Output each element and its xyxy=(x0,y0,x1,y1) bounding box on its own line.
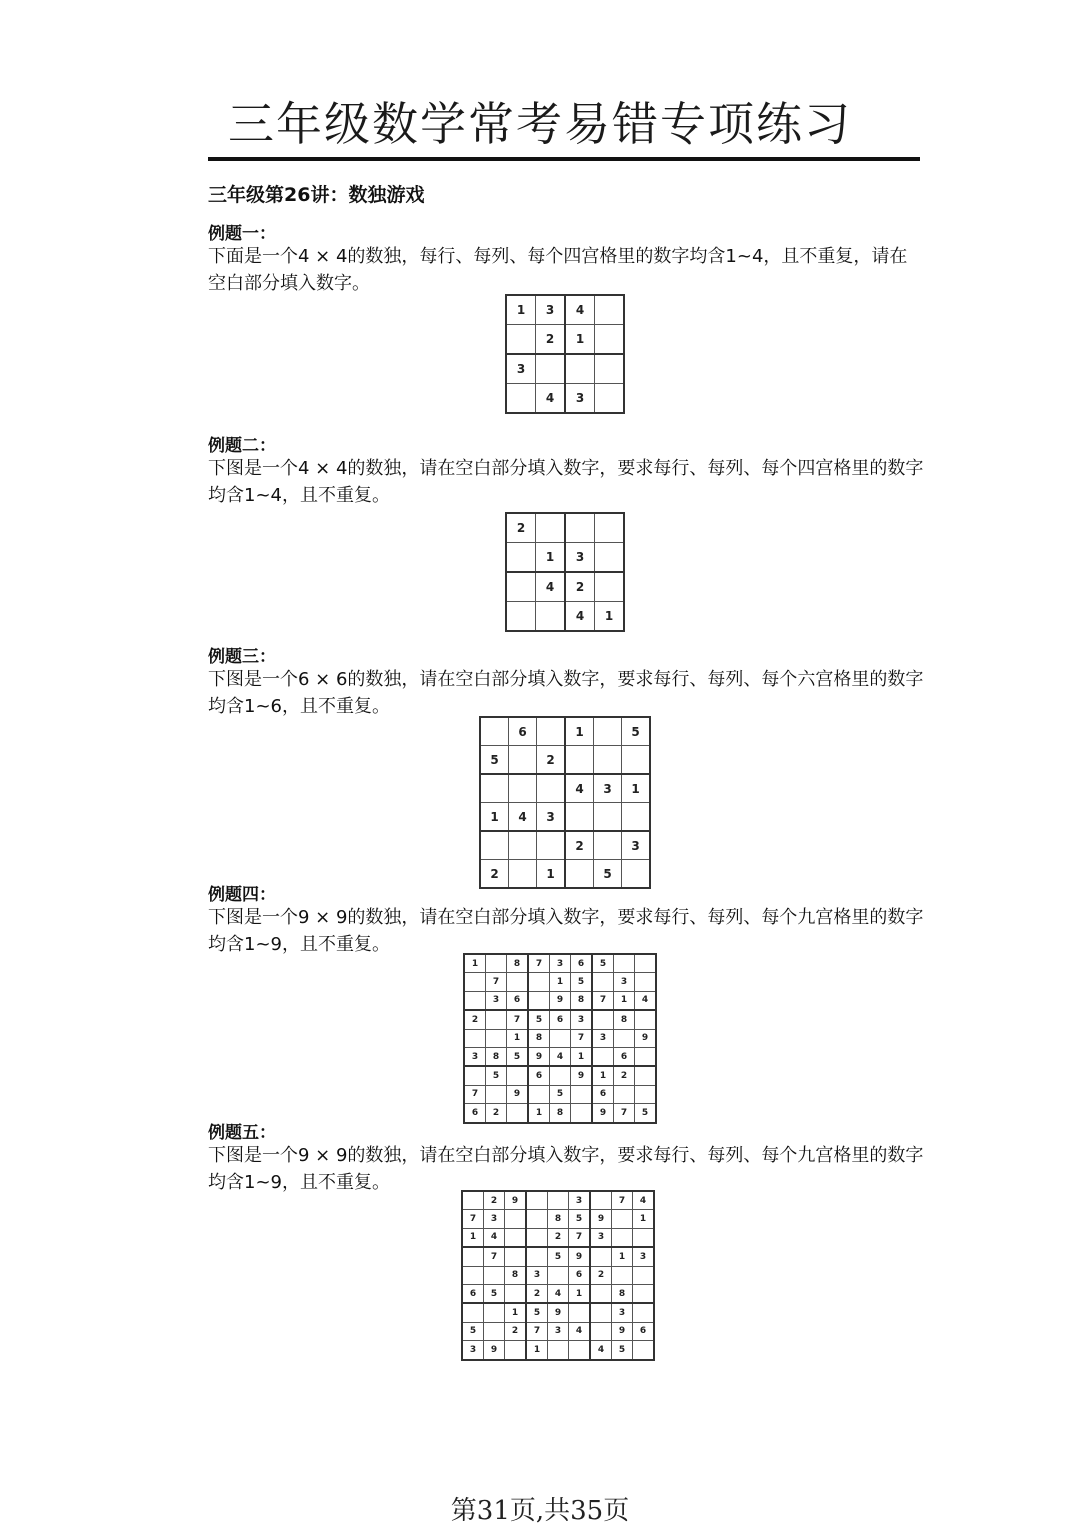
sudoku-cell xyxy=(571,1104,593,1123)
sudoku-cell: 1 xyxy=(612,1247,633,1266)
sudoku-cell: 8 xyxy=(550,1104,571,1123)
sudoku-cell xyxy=(612,1210,633,1228)
sudoku-cell: 7 xyxy=(462,1210,484,1228)
sudoku-cell: 5 xyxy=(484,1284,505,1303)
sudoku-cell: 2 xyxy=(537,746,566,775)
sudoku-cell: 9 xyxy=(550,991,571,1010)
sudoku-cell: 2 xyxy=(590,1266,612,1284)
sudoku-cell: 5 xyxy=(594,860,622,889)
sudoku-cell xyxy=(536,602,566,632)
sudoku-cell: 6 xyxy=(462,1284,484,1303)
sudoku-cell xyxy=(528,991,550,1010)
sudoku-cell xyxy=(592,1010,614,1029)
sudoku-cell: 9 xyxy=(528,1047,550,1066)
sudoku-cell xyxy=(462,1247,484,1266)
sudoku-row xyxy=(480,746,650,775)
sudoku-row xyxy=(464,1104,656,1123)
sudoku-cell xyxy=(633,1266,655,1284)
sudoku-cell xyxy=(480,774,509,803)
sudoku-row xyxy=(480,831,650,860)
sudoku-cell xyxy=(464,991,486,1010)
lecture-heading: 三年级第26讲：数独游戏 xyxy=(208,184,425,206)
sudoku-cell xyxy=(571,1085,593,1103)
sudoku-cell: 3 xyxy=(537,803,566,832)
sudoku-cell: 9 xyxy=(592,1104,614,1123)
sudoku-grid-5 xyxy=(461,1190,655,1361)
sudoku-cell xyxy=(509,831,537,860)
sudoku-cell: 2 xyxy=(480,860,509,889)
sudoku-cell xyxy=(595,543,625,573)
sudoku-cell: 2 xyxy=(486,1104,507,1123)
sudoku-cell: 1 xyxy=(571,1047,593,1066)
sudoku-cell xyxy=(464,973,486,991)
sudoku-row xyxy=(462,1247,654,1266)
sudoku-cell xyxy=(509,860,537,889)
sudoku-row xyxy=(464,954,656,973)
sudoku-cell: 5 xyxy=(550,1085,571,1103)
sudoku-cell: 4 xyxy=(565,774,594,803)
sudoku-row xyxy=(462,1191,654,1210)
sudoku-cell xyxy=(528,973,550,991)
sudoku-cell: 2 xyxy=(536,325,566,355)
sudoku-cell xyxy=(505,1341,527,1360)
sudoku-cell: 4 xyxy=(633,1191,655,1210)
sudoku-cell xyxy=(536,513,566,543)
sudoku-cell: 6 xyxy=(569,1266,591,1284)
page-number: 第31页,共35页 xyxy=(450,1496,630,1526)
sudoku-cell: 3 xyxy=(622,831,651,860)
sudoku-row xyxy=(462,1266,654,1284)
sudoku-cell xyxy=(486,1085,507,1103)
sudoku-cell: 3 xyxy=(614,973,635,991)
sudoku-cell: 3 xyxy=(464,1047,486,1066)
sudoku-cell xyxy=(633,1228,655,1247)
sudoku-cell xyxy=(507,973,529,991)
sudoku-cell: 5 xyxy=(486,1066,507,1085)
sudoku-cell xyxy=(506,325,536,355)
sudoku-cell xyxy=(526,1191,548,1210)
sudoku-cell: 2 xyxy=(614,1066,635,1085)
sudoku-cell: 1 xyxy=(505,1303,527,1322)
sudoku-cell xyxy=(594,746,622,775)
sudoku-cell: 8 xyxy=(505,1266,527,1284)
sudoku-cell xyxy=(595,354,625,384)
sudoku-row xyxy=(462,1210,654,1228)
sudoku-cell xyxy=(569,1341,591,1360)
example-5-text: 下图是一个9 × 9的数独，请在空白部分填入数字，要求每行、每列、每个九宫格里的数字均含1~9，且不重复。 xyxy=(208,1145,924,1193)
example-2-label: 例题二： xyxy=(208,436,276,456)
sudoku-cell: 9 xyxy=(484,1341,505,1360)
example-2-text: 下图是一个4 × 4的数独，请在空白部分填入数字，要求每行、每列、每个四宫格里的数字均含1~4，且不重复。 xyxy=(208,458,924,506)
sudoku-grid-4 xyxy=(463,953,657,1124)
sudoku-cell: 2 xyxy=(505,1322,527,1340)
sudoku-row xyxy=(462,1284,654,1303)
sudoku-cell xyxy=(614,954,635,973)
sudoku-grid-1 xyxy=(505,294,625,414)
sudoku-cell xyxy=(595,384,625,414)
sudoku-cell xyxy=(595,325,625,355)
sudoku-cell xyxy=(614,1029,635,1047)
sudoku-row xyxy=(462,1303,654,1322)
sudoku-cell xyxy=(590,1247,612,1266)
sudoku-cell xyxy=(537,774,566,803)
sudoku-cell: 3 xyxy=(484,1210,505,1228)
sudoku-cell xyxy=(622,860,651,889)
sudoku-row xyxy=(506,354,624,384)
sudoku-cell: 1 xyxy=(550,973,571,991)
sudoku-row xyxy=(506,295,624,325)
sudoku-cell: 1 xyxy=(565,325,595,355)
sudoku-cell: 4 xyxy=(590,1341,612,1360)
sudoku-cell xyxy=(507,1066,529,1085)
sudoku-cell xyxy=(594,717,622,746)
sudoku-cell xyxy=(505,1210,527,1228)
sudoku-cell: 9 xyxy=(571,1066,593,1085)
sudoku-row xyxy=(464,991,656,1010)
sudoku-cell xyxy=(526,1247,548,1266)
sudoku-row xyxy=(506,384,624,414)
sudoku-cell xyxy=(592,973,614,991)
sudoku-cell xyxy=(565,803,594,832)
sudoku-cell xyxy=(486,954,507,973)
sudoku-cell: 1 xyxy=(622,774,651,803)
sudoku-cell xyxy=(612,1228,633,1247)
sudoku-cell: 1 xyxy=(507,1029,529,1047)
sudoku-cell: 2 xyxy=(548,1228,569,1247)
sudoku-cell xyxy=(594,803,622,832)
sudoku-cell: 2 xyxy=(565,831,594,860)
sudoku-cell xyxy=(550,1029,571,1047)
sudoku-cell: 7 xyxy=(614,1104,635,1123)
sudoku-cell xyxy=(506,572,536,602)
sudoku-row xyxy=(506,513,624,543)
sudoku-cell xyxy=(528,1085,550,1103)
title-divider xyxy=(208,157,920,161)
example-3-text: 下图是一个6 × 6的数独，请在空白部分填入数字，要求每行、每列、每个六宫格里的数字均含1~6，且不重复。 xyxy=(208,669,924,717)
sudoku-cell xyxy=(595,572,625,602)
sudoku-cell: 6 xyxy=(464,1104,486,1123)
sudoku-cell: 4 xyxy=(484,1228,505,1247)
sudoku-cell xyxy=(506,543,536,573)
sudoku-cell xyxy=(509,774,537,803)
sudoku-cell: 1 xyxy=(480,803,509,832)
example-3-label: 例题三： xyxy=(208,647,276,667)
sudoku-cell xyxy=(622,746,651,775)
sudoku-cell xyxy=(537,717,566,746)
sudoku-cell: 2 xyxy=(526,1284,548,1303)
sudoku-cell: 4 xyxy=(509,803,537,832)
sudoku-cell xyxy=(462,1266,484,1284)
sudoku-cell xyxy=(484,1303,505,1322)
sudoku-cell: 4 xyxy=(565,602,595,632)
sudoku-cell: 5 xyxy=(480,746,509,775)
sudoku-cell xyxy=(484,1266,505,1284)
sudoku-cell xyxy=(548,1266,569,1284)
sudoku-cell: 9 xyxy=(505,1191,527,1210)
sudoku-cell: 3 xyxy=(565,543,595,573)
sudoku-cell: 5 xyxy=(622,717,651,746)
sudoku-cell: 6 xyxy=(507,991,529,1010)
sudoku-cell: 6 xyxy=(509,717,537,746)
sudoku-cell xyxy=(537,831,566,860)
sudoku-cell xyxy=(462,1191,484,1210)
sudoku-cell: 2 xyxy=(464,1010,486,1029)
sudoku-cell xyxy=(635,954,657,973)
sudoku-cell: 9 xyxy=(612,1322,633,1340)
sudoku-cell: 7 xyxy=(528,954,550,973)
sudoku-cell: 7 xyxy=(484,1247,505,1266)
sudoku-cell: 1 xyxy=(462,1228,484,1247)
sudoku-cell: 8 xyxy=(571,991,593,1010)
sudoku-row xyxy=(480,860,650,889)
example-1-text: 下面是一个4 × 4的数独，每行、每列、每个四宫格里的数字均含1~4，且不重复，请在空白部分填入数字。 xyxy=(208,246,908,294)
sudoku-cell xyxy=(464,1066,486,1085)
sudoku-cell: 7 xyxy=(569,1228,591,1247)
sudoku-cell: 8 xyxy=(614,1010,635,1029)
sudoku-cell: 1 xyxy=(526,1341,548,1360)
sudoku-row xyxy=(506,325,624,355)
sudoku-cell: 3 xyxy=(486,991,507,1010)
sudoku-cell: 4 xyxy=(536,384,566,414)
sudoku-cell xyxy=(509,746,537,775)
sudoku-row xyxy=(480,774,650,803)
sudoku-cell: 3 xyxy=(550,954,571,973)
sudoku-cell: 7 xyxy=(592,991,614,1010)
sudoku-cell xyxy=(595,295,625,325)
sudoku-cell xyxy=(633,1303,655,1322)
sudoku-cell: 3 xyxy=(526,1266,548,1284)
sudoku-row xyxy=(462,1322,654,1340)
sudoku-cell: 5 xyxy=(612,1341,633,1360)
sudoku-cell xyxy=(565,860,594,889)
sudoku-cell: 3 xyxy=(536,295,566,325)
sudoku-cell xyxy=(505,1228,527,1247)
sudoku-cell xyxy=(614,1085,635,1103)
sudoku-cell xyxy=(462,1303,484,1322)
sudoku-row xyxy=(480,717,650,746)
sudoku-cell: 3 xyxy=(594,774,622,803)
sudoku-cell xyxy=(635,1047,657,1066)
sudoku-cell: 7 xyxy=(486,973,507,991)
sudoku-cell xyxy=(590,1284,612,1303)
sudoku-cell xyxy=(480,831,509,860)
sudoku-cell: 3 xyxy=(633,1247,655,1266)
sudoku-cell: 1 xyxy=(536,543,566,573)
sudoku-cell: 9 xyxy=(548,1303,569,1322)
sudoku-row xyxy=(464,1047,656,1066)
sudoku-row xyxy=(464,1010,656,1029)
sudoku-cell: 4 xyxy=(565,295,595,325)
sudoku-cell: 5 xyxy=(528,1010,550,1029)
sudoku-cell xyxy=(565,746,594,775)
sudoku-cell: 3 xyxy=(548,1322,569,1340)
sudoku-cell: 5 xyxy=(571,973,593,991)
sudoku-cell: 4 xyxy=(548,1284,569,1303)
sudoku-cell: 6 xyxy=(592,1085,614,1103)
sudoku-cell: 8 xyxy=(548,1210,569,1228)
sudoku-grid-2 xyxy=(505,512,625,632)
sudoku-cell xyxy=(507,1104,529,1123)
sudoku-row xyxy=(506,602,624,632)
example-1-label: 例题一： xyxy=(208,224,276,244)
sudoku-cell xyxy=(633,1284,655,1303)
sudoku-cell: 5 xyxy=(526,1303,548,1322)
example-4-text: 下图是一个9 × 9的数独，请在空白部分填入数字，要求每行、每列、每个九宫格里的数字均含1~9，且不重复。 xyxy=(208,907,924,955)
sudoku-cell xyxy=(550,1066,571,1085)
sudoku-cell: 3 xyxy=(592,1029,614,1047)
sudoku-cell: 6 xyxy=(614,1047,635,1066)
sudoku-cell: 2 xyxy=(565,572,595,602)
sudoku-cell: 1 xyxy=(464,954,486,973)
sudoku-row xyxy=(464,1066,656,1085)
sudoku-cell xyxy=(612,1266,633,1284)
sudoku-cell: 9 xyxy=(635,1029,657,1047)
sudoku-cell xyxy=(565,513,595,543)
sudoku-cell xyxy=(484,1322,505,1340)
sudoku-cell: 3 xyxy=(590,1228,612,1247)
sudoku-cell: 4 xyxy=(550,1047,571,1066)
sudoku-cell: 7 xyxy=(571,1029,593,1047)
sudoku-cell xyxy=(635,1066,657,1085)
sudoku-row xyxy=(462,1341,654,1360)
sudoku-cell: 5 xyxy=(592,954,614,973)
sudoku-cell xyxy=(590,1191,612,1210)
sudoku-cell: 9 xyxy=(590,1210,612,1228)
example-4-label: 例题四： xyxy=(208,885,276,905)
sudoku-cell: 3 xyxy=(462,1341,484,1360)
sudoku-row xyxy=(464,1029,656,1047)
sudoku-cell xyxy=(526,1228,548,1247)
sudoku-cell xyxy=(594,831,622,860)
page-title: 三年级数学常考易错专项练习 xyxy=(228,97,852,151)
sudoku-cell: 9 xyxy=(507,1085,529,1103)
sudoku-cell: 1 xyxy=(595,602,625,632)
sudoku-cell: 2 xyxy=(506,513,536,543)
sudoku-row xyxy=(506,572,624,602)
sudoku-cell xyxy=(635,1085,657,1103)
sudoku-cell: 5 xyxy=(507,1047,529,1066)
sudoku-cell: 9 xyxy=(569,1247,591,1266)
sudoku-cell xyxy=(536,354,566,384)
sudoku-cell xyxy=(505,1247,527,1266)
sudoku-row xyxy=(464,973,656,991)
sudoku-cell: 5 xyxy=(569,1210,591,1228)
sudoku-cell: 1 xyxy=(537,860,566,889)
sudoku-cell: 3 xyxy=(506,354,536,384)
sudoku-cell: 3 xyxy=(569,1191,591,1210)
sudoku-cell: 7 xyxy=(464,1085,486,1103)
sudoku-cell: 3 xyxy=(565,384,595,414)
example-5-label: 例题五： xyxy=(208,1123,276,1143)
sudoku-cell: 4 xyxy=(569,1322,591,1340)
sudoku-cell xyxy=(526,1210,548,1228)
sudoku-cell: 6 xyxy=(528,1066,550,1085)
sudoku-cell: 1 xyxy=(592,1066,614,1085)
sudoku-cell: 8 xyxy=(528,1029,550,1047)
sudoku-row xyxy=(480,803,650,832)
sudoku-cell xyxy=(595,513,625,543)
sudoku-cell xyxy=(565,354,595,384)
sudoku-cell: 1 xyxy=(506,295,536,325)
sudoku-cell: 8 xyxy=(507,954,529,973)
sudoku-cell xyxy=(506,602,536,632)
sudoku-cell: 1 xyxy=(569,1284,591,1303)
sudoku-cell: 7 xyxy=(612,1191,633,1210)
sudoku-cell: 7 xyxy=(526,1322,548,1340)
sudoku-cell: 3 xyxy=(612,1303,633,1322)
sudoku-cell xyxy=(635,973,657,991)
sudoku-cell: 7 xyxy=(507,1010,529,1029)
sudoku-cell: 1 xyxy=(565,717,594,746)
sudoku-cell xyxy=(622,803,651,832)
sudoku-cell xyxy=(548,1341,569,1360)
sudoku-grid-3 xyxy=(479,716,651,889)
sudoku-cell: 3 xyxy=(571,1010,593,1029)
sudoku-cell: 5 xyxy=(635,1104,657,1123)
sudoku-cell xyxy=(635,1010,657,1029)
sudoku-cell: 1 xyxy=(633,1210,655,1228)
sudoku-cell: 2 xyxy=(484,1191,505,1210)
sudoku-row xyxy=(464,1085,656,1103)
sudoku-cell: 1 xyxy=(614,991,635,1010)
sudoku-cell: 6 xyxy=(633,1322,655,1340)
sudoku-row xyxy=(462,1228,654,1247)
sudoku-cell xyxy=(569,1303,591,1322)
sudoku-cell: 8 xyxy=(486,1047,507,1066)
sudoku-cell xyxy=(590,1322,612,1340)
sudoku-cell xyxy=(480,717,509,746)
sudoku-cell xyxy=(592,1047,614,1066)
sudoku-cell: 6 xyxy=(571,954,593,973)
sudoku-cell: 8 xyxy=(612,1284,633,1303)
sudoku-cell xyxy=(506,384,536,414)
sudoku-cell: 4 xyxy=(635,991,657,1010)
sudoku-cell: 4 xyxy=(536,572,566,602)
sudoku-row xyxy=(506,543,624,573)
sudoku-cell xyxy=(633,1341,655,1360)
sudoku-cell xyxy=(505,1284,527,1303)
sudoku-cell: 5 xyxy=(462,1322,484,1340)
sudoku-cell: 1 xyxy=(528,1104,550,1123)
sudoku-cell xyxy=(548,1191,569,1210)
sudoku-cell xyxy=(464,1029,486,1047)
sudoku-cell xyxy=(486,1010,507,1029)
sudoku-cell xyxy=(590,1303,612,1322)
sudoku-cell: 6 xyxy=(550,1010,571,1029)
sudoku-cell: 5 xyxy=(548,1247,569,1266)
sudoku-cell xyxy=(486,1029,507,1047)
